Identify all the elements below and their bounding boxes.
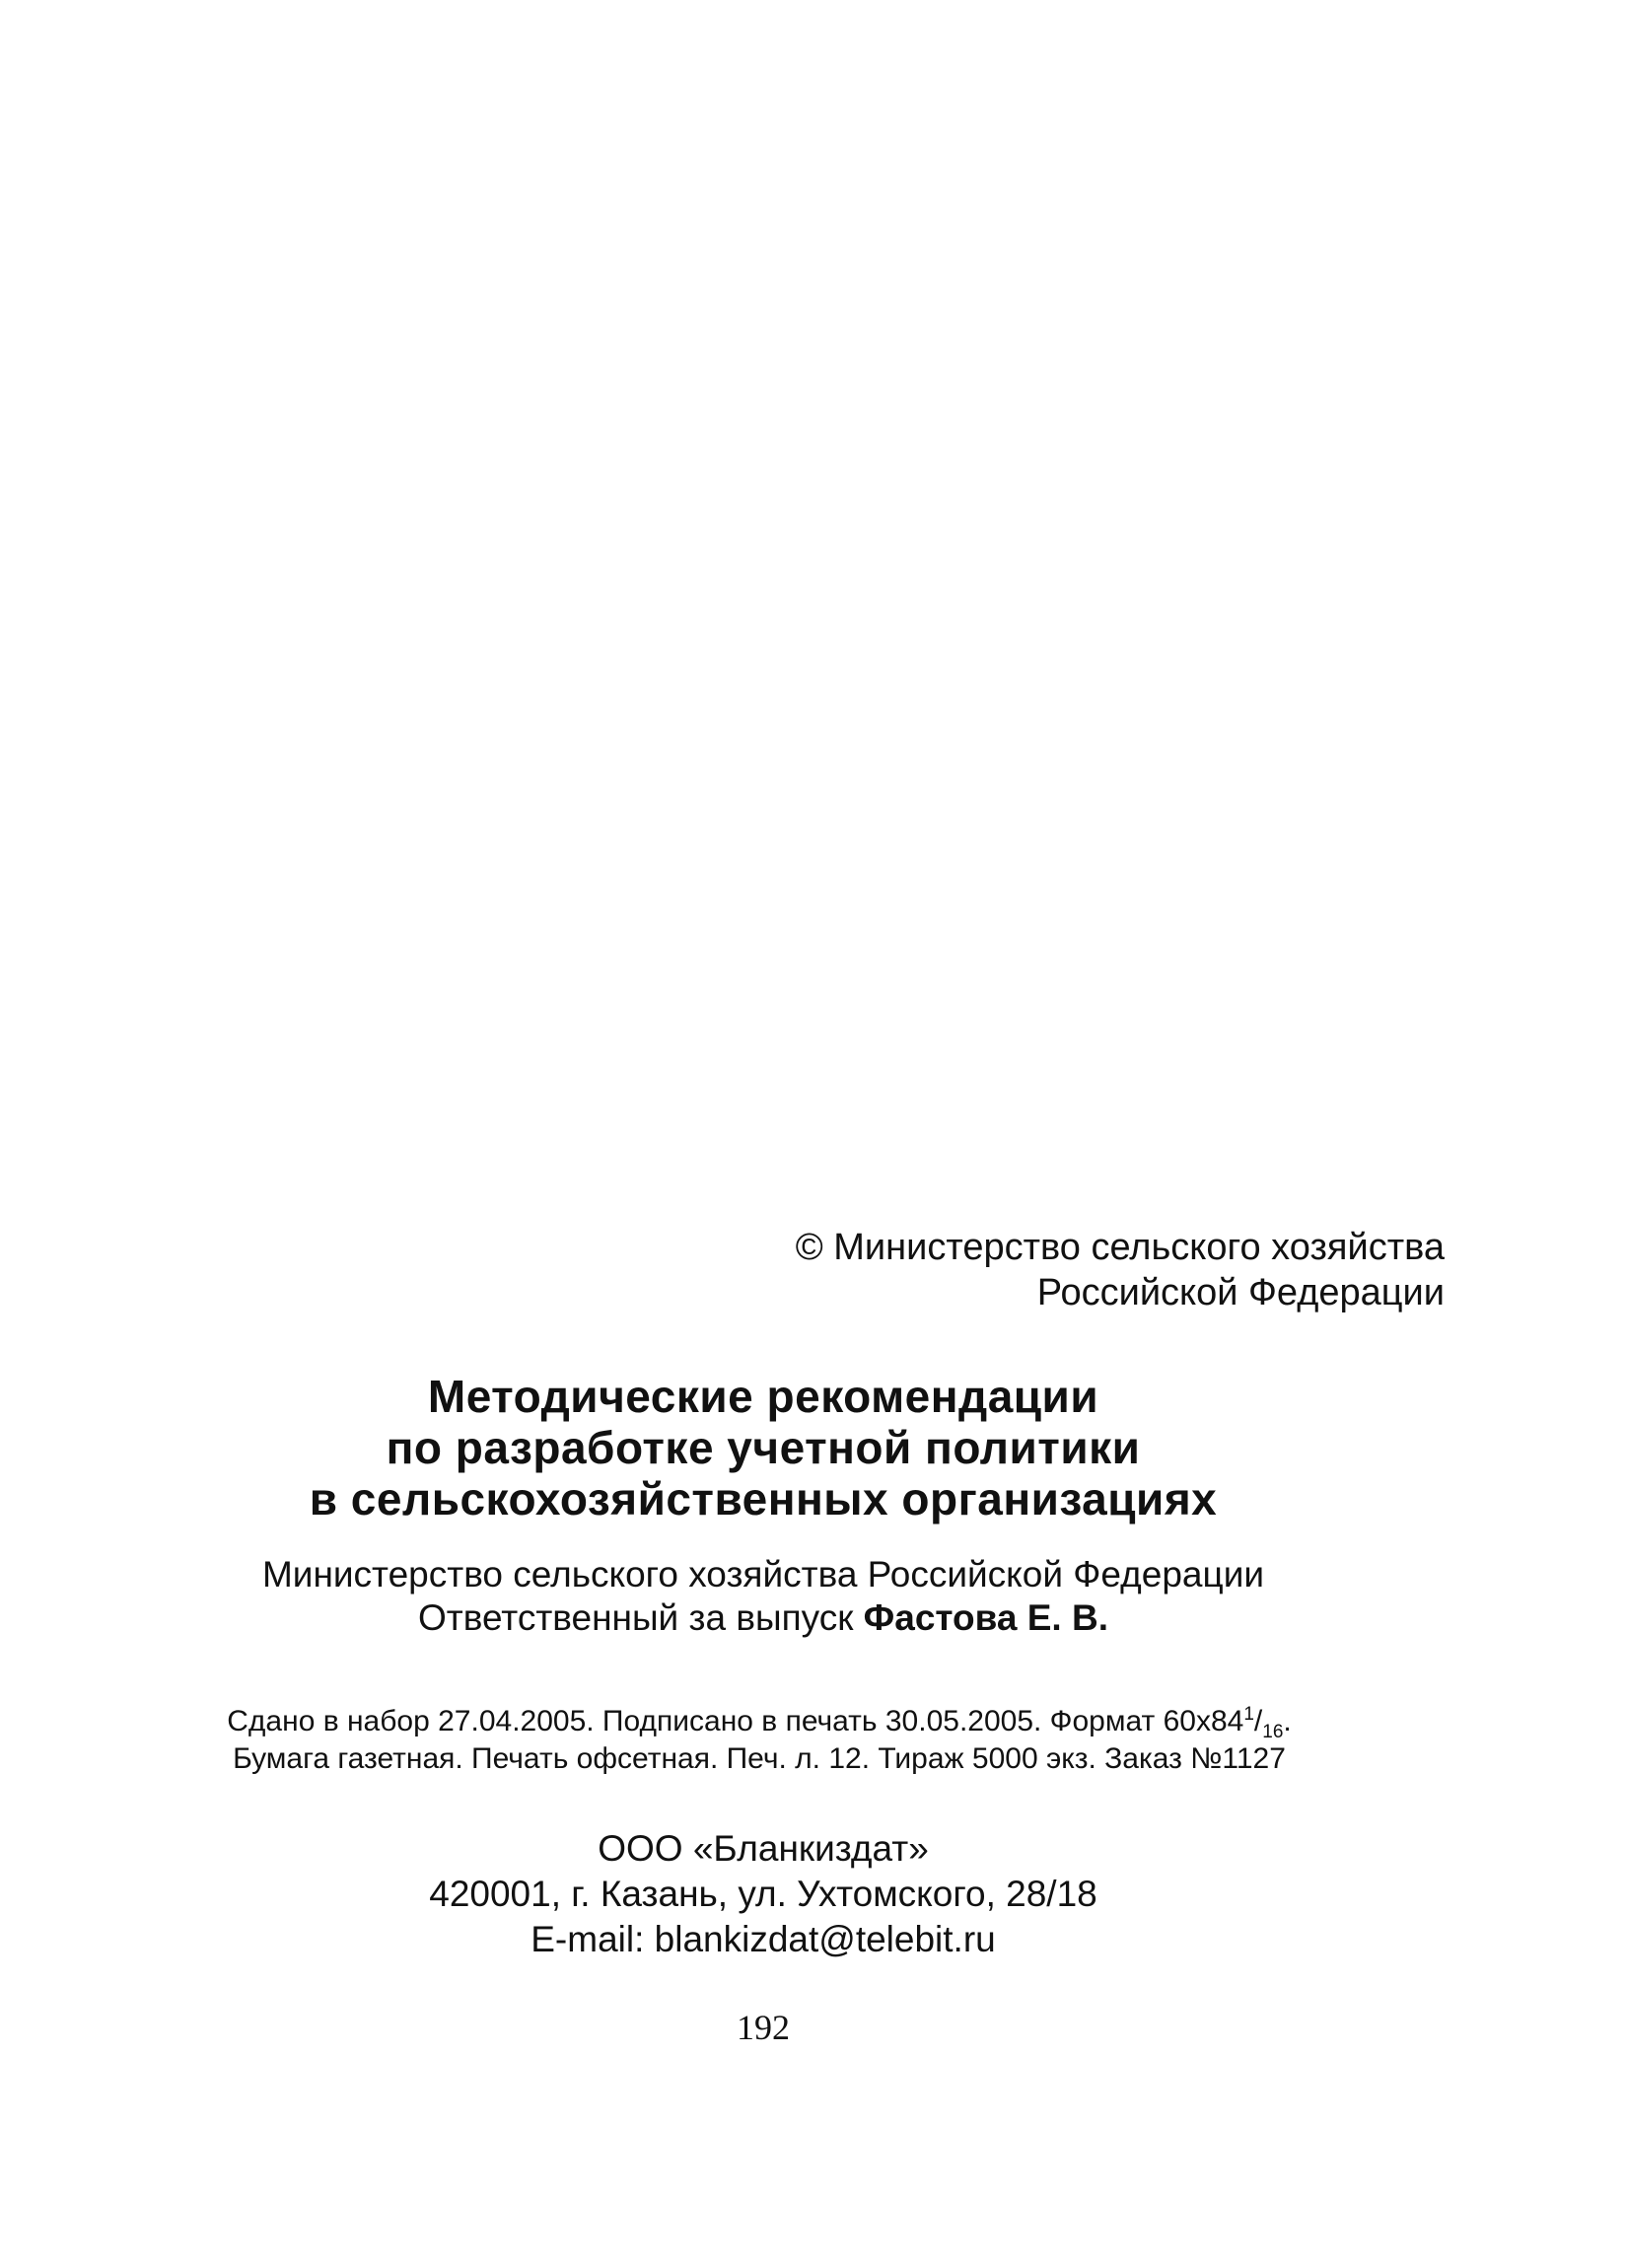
format-slash: / — [1253, 1705, 1263, 1737]
page-number: 192 — [737, 2008, 790, 2047]
copyright-line-2: Российской Федерации — [1036, 1272, 1445, 1313]
responsible-line — [172, 1596, 1355, 1640]
format-subscript: 16 — [1262, 1722, 1284, 1742]
publisher-email: E-mail: blankizdat@telebit.ru — [530, 1919, 996, 1959]
format-superscript: 1 — [1243, 1704, 1254, 1725]
book-title — [172, 1371, 1355, 1524]
print-info-text: Сдано в набор 27.04.2005. Подписано в печать 30.05.2005. Формат 60x84 — [227, 1705, 1244, 1737]
publisher-address: 420001, г. Казань, ул. Ухтомского, 28/18 — [429, 1874, 1097, 1914]
ministry-name: Министерство сельского хозяйства Российской Федерации — [261, 1554, 1265, 1595]
copyright-line-1: © Министерство сельского хозяйства — [795, 1227, 1445, 1268]
responsible-name: Фастова Е. В. — [863, 1597, 1108, 1638]
title-line-3: в сельскохозяйственных организациях — [309, 1473, 1218, 1524]
title-line-1: Методические рекомендации — [427, 1371, 1099, 1422]
print-information — [118, 1703, 1400, 1778]
responsible-label: Ответственный за выпуск — [417, 1597, 854, 1638]
publisher-block — [172, 1826, 1355, 1962]
copyright-notice — [557, 1225, 1445, 1315]
title-line-2: по разработке учетной политики — [386, 1422, 1141, 1473]
print-info-line-end: . — [1283, 1705, 1292, 1737]
print-info-line-1 — [118, 1703, 1400, 1740]
print-info-line-2: Бумага газетная. Печать офсетная. Печ. л. 12. Тираж 5000 экз. Заказ №1127 — [233, 1742, 1286, 1775]
publisher-name: ООО «Бланкиздат» — [598, 1828, 929, 1869]
organization-block — [172, 1553, 1355, 1640]
